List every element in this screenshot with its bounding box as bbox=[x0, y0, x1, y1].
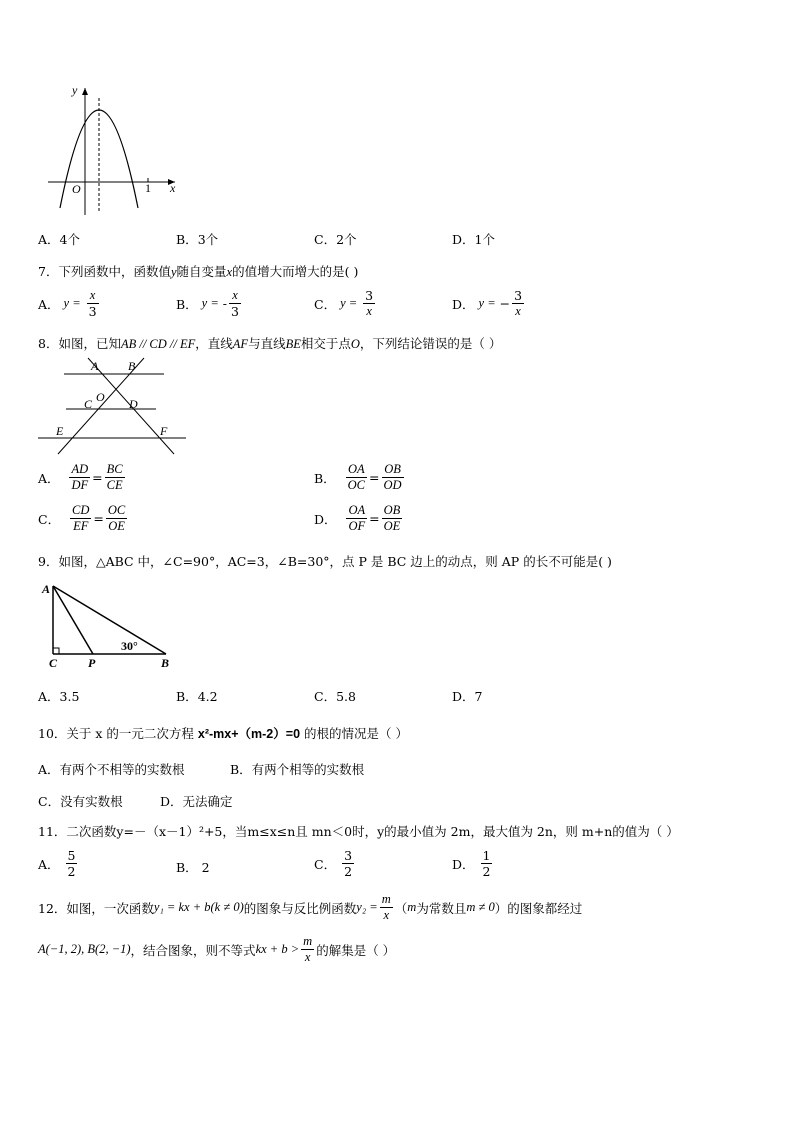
q8-option-a[interactable]: A． $\frac{AD}{DF}$ = $\frac{BC}{CE}$ bbox=[38, 462, 123, 492]
q9-option-c[interactable]: C．5.8 bbox=[314, 689, 356, 704]
q6-origin-label: O bbox=[72, 182, 81, 196]
q8-label-a: A bbox=[91, 359, 99, 373]
q11-option-d[interactable]: D． $\frac{1}{2}$ bbox=[452, 848, 491, 879]
q6-option-a[interactable]: A．4个 bbox=[38, 232, 80, 247]
q9-stem: 9．如图，△ABC 中，∠C=90°，AC=3，∠B=30°，点 P 是 BC 边上的动点，则 AP 的长不可能是( ) bbox=[38, 554, 612, 569]
q11-option-c[interactable]: C． $\frac{3}{2}$ bbox=[314, 848, 353, 879]
q9-triangle-figure bbox=[38, 580, 178, 672]
q10-option-b[interactable]: B．有两个相等的实数根 bbox=[230, 762, 365, 777]
q9-label-a: A bbox=[42, 582, 51, 596]
q6-parabola-figure bbox=[40, 80, 190, 220]
q12-stem-line1: 12．如图，一次函数 y₁ = kx + b(k ≠ 0) 的图象与反比例函数 y₂ = $\frac{m}{x}$ （ m 为常数且 m ≠ 0 ）的图象都经过 bbox=[38, 892, 583, 922]
q9-option-a[interactable]: A．3.5 bbox=[38, 689, 80, 704]
q8-label-d: D bbox=[129, 397, 138, 411]
q9-label-b: B bbox=[161, 656, 170, 670]
q7-option-c[interactable]: C． y = $\frac{3}{x}$ bbox=[314, 288, 374, 318]
q9-angle-label: 30° bbox=[121, 639, 138, 653]
q6-y-axis-label: y bbox=[72, 83, 78, 97]
q8-label-f: F bbox=[160, 424, 168, 438]
q9-option-b[interactable]: B．4.2 bbox=[176, 689, 218, 704]
q12-stem-line2: A(−1, 2), B(2, −1) ，结合图象，则不等式 kx + b > $\frac{m}{x}$ 的解集是（ ） bbox=[38, 934, 396, 964]
q9-label-p: P bbox=[88, 656, 96, 670]
q6-option-c[interactable]: C．2个 bbox=[314, 232, 357, 247]
q11-stem: 11．二次函数y=－（x－1）²+5，当m≤x≤n且 mn＜0时，y的最小值为 2m，最大值为 2n，则 m+n的值为（ ） bbox=[38, 824, 679, 839]
q6-option-d[interactable]: D．1个 bbox=[452, 232, 495, 247]
q7-option-d[interactable]: D． y = − $\frac{3}{x}$ bbox=[452, 288, 523, 318]
q8-parallel-lines-figure bbox=[36, 356, 191, 461]
q11-option-a[interactable]: A． $\frac{5}{2}$ bbox=[38, 848, 76, 879]
q8-label-e: E bbox=[56, 424, 64, 438]
q8-stem: 8．如图，已知AB // CD // EF，直线AF与直线BE相交于点O，下列结论错误的是（ ） bbox=[38, 336, 502, 351]
q9-option-d[interactable]: D．7 bbox=[452, 689, 483, 704]
q8-option-c[interactable]: C． $\frac{CD}{EF}$ = $\frac{OC}{OE}$ bbox=[38, 503, 126, 533]
q7-stem: 7．下列函数中，函数值y随自变量x的值增大而增大的是( ) bbox=[38, 264, 359, 279]
q9-label-c: C bbox=[49, 656, 58, 670]
q8-label-o: O bbox=[96, 390, 105, 404]
q8-option-d[interactable]: D． $\frac{OA}{OF}$ = $\frac{OB}{OE}$ bbox=[314, 503, 401, 533]
q6-option-b[interactable]: B．3个 bbox=[176, 232, 219, 247]
q10-option-c[interactable]: C．没有实数根 bbox=[38, 794, 123, 809]
q6-x-axis-label: x bbox=[170, 181, 176, 195]
q8-label-b: B bbox=[128, 359, 136, 373]
q8-label-c: C bbox=[84, 397, 93, 411]
q10-option-d[interactable]: D．无法确定 bbox=[160, 794, 233, 809]
q8-option-b[interactable]: B． $\frac{OA}{OC}$ = $\frac{OB}{OD}$ bbox=[314, 462, 402, 492]
q7-option-a[interactable]: A． y = $\frac{x}{3}$ bbox=[38, 288, 97, 319]
q6-tick-one-label: 1 bbox=[145, 181, 151, 195]
q11-option-b[interactable]: B． 2 bbox=[176, 859, 210, 875]
q10-option-a[interactable]: A．有两个不相等的实数根 bbox=[38, 762, 185, 777]
q10-stem: 10．关于 x 的一元二次方程 x²-mx+（m-2）=0 的根的情况是（ ） bbox=[38, 726, 408, 741]
q7-option-b[interactable]: B． y = - $\frac{x}{3}$ bbox=[176, 288, 239, 319]
